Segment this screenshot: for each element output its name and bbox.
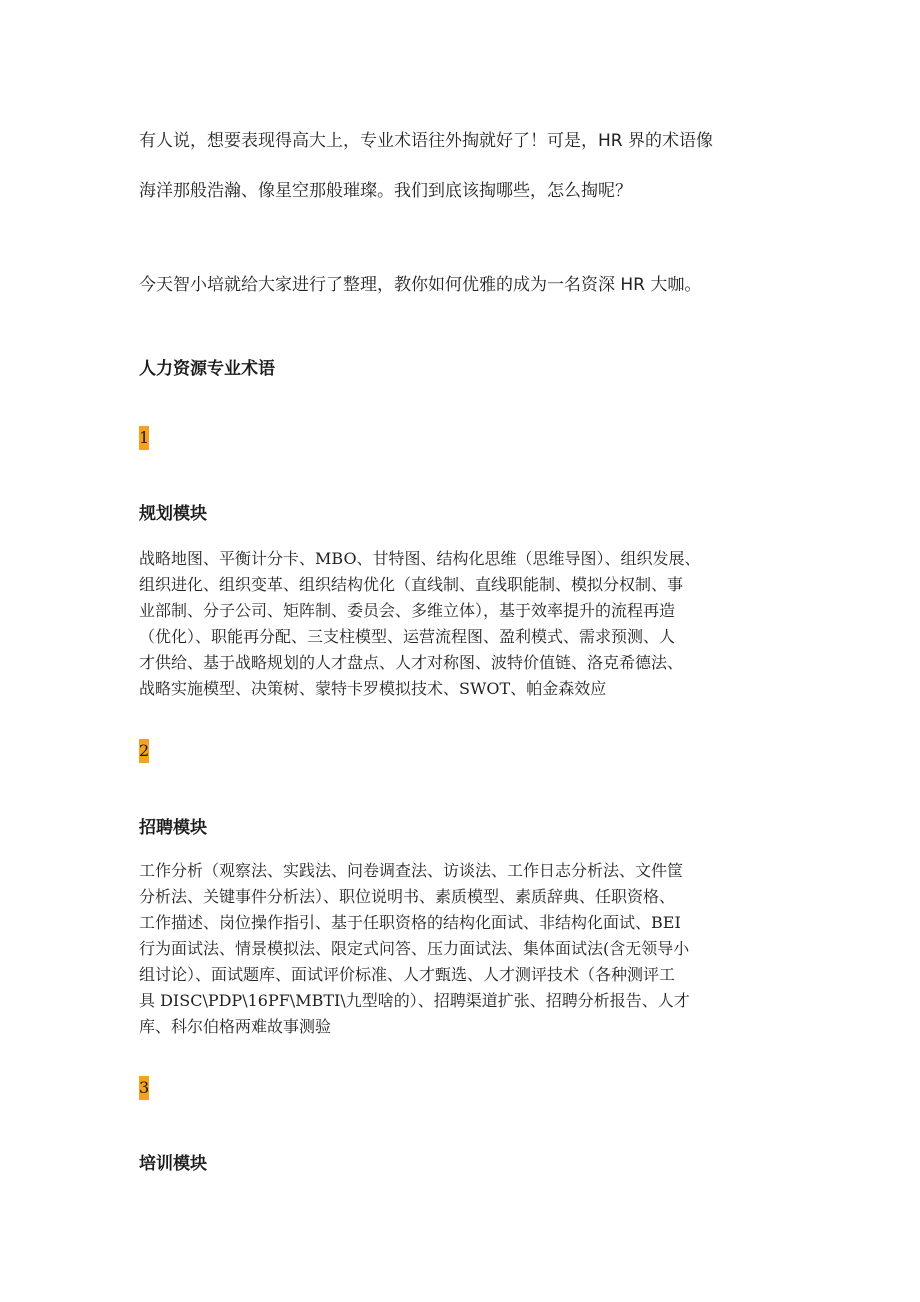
section-title: 人力资源专业术语 [139,359,275,379]
intro-paragraph-line-2: 海洋那般浩瀚、像星空那般璀璨。我们到底该掏哪些，怎么掏呢？ [139,181,632,201]
terms-line: 库、科尔伯格两难故事测验 [139,1017,332,1036]
module-number-badge: 1 [139,426,149,450]
module-title: 培训模块 [139,1154,207,1174]
terms-line: 业部制、分子公司、矩阵制、委员会、多维立体），基于效率提升的流程再造 [139,601,676,620]
terms-line: 战略实施模型、决策树、蒙特卡罗模拟技术、SWOT、帕金森效应 [139,679,607,698]
terms-line: 分析法、关键事件分析法）、职位说明书、素质模型、素质辞典、任职资格、 [139,887,676,906]
module-terms-paragraph [139,858,779,1040]
module-number-badge: 3 [139,1076,149,1100]
module-terms-paragraph [139,546,779,702]
module-title: 规划模块 [139,504,207,524]
intro-paragraph-line-1: 有人说，想要表现得高大上，专业术语往外掏就好了！可是，HR 界的术语像 [139,131,713,151]
terms-line: （优化）、职能再分配、三支柱模型、运营流程图、盈利模式、需求预测、人 [139,627,676,646]
terms-line: 工作描述、岗位操作指引、基于任职资格的结构化面试、非结构化面试、BEI [139,913,681,932]
terms-line: 组织进化、组织变革、组织结构优化（直线制、直线职能制、模拟分权制、事 [139,575,684,594]
terms-line: 战略地图、平衡计分卡、MBO、甘特图、结构化思维（思维导图）、组织发展、 [139,549,701,568]
terms-line: 行为面试法、情景模拟法、限定式问答、压力面试法、集体面试法(含无领导小 [139,939,690,958]
terms-line: 具 DISC\PDP\16PF\MBTI\九型啥的）、招聘渠道扩张、招聘分析报告、人才 [139,991,690,1010]
terms-line: 组讨论）、面试题库、面试评价标准、人才甄选、人才测评技术（各种测评工 [139,965,676,984]
terms-line: 工作分析（观察法、实践法、问卷调查法、访谈法、工作日志分析法、文件筐 [139,861,684,880]
module-number-badge: 2 [139,739,149,763]
module-title: 招聘模块 [139,818,207,838]
intro-paragraph-line-3: 今天智小培就给大家进行了整理，教你如何优雅的成为一名资深 HR 大咖。 [139,275,702,295]
terms-line: 才供给、基于战略规划的人才盘点、人才对称图、波特价值链、洛克希德法、 [139,653,684,672]
